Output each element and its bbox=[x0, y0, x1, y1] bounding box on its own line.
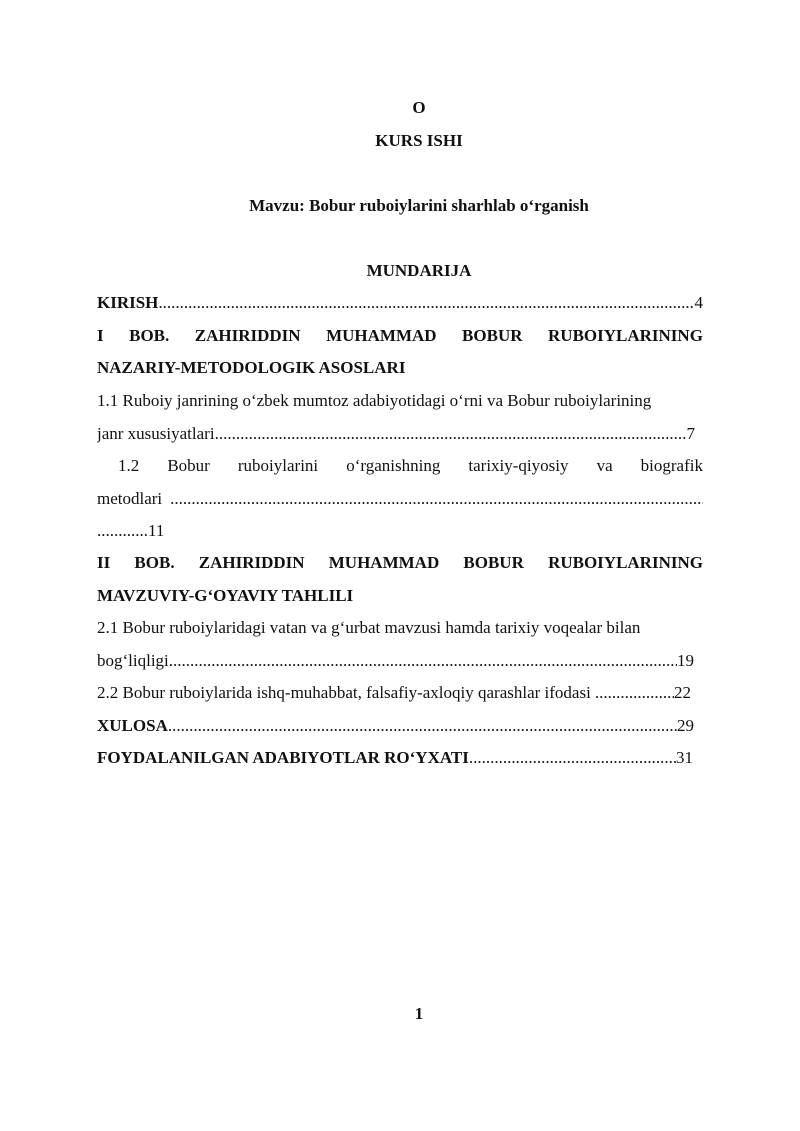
word: MUHAMMAD bbox=[328, 553, 440, 572]
word: ruboiylarini bbox=[237, 456, 319, 475]
title-letter: O bbox=[412, 98, 426, 117]
word: BOBUR bbox=[463, 553, 524, 572]
toc-section-2-1-line-1[interactable]: 2.1 Bobur ruboiylaridagi vatan va g‘urbat mavzusi hamda tarixiy voqealar bilan bbox=[97, 618, 641, 637]
word: va bbox=[596, 456, 613, 475]
toc-section-1-2-line-3[interactable] bbox=[97, 521, 703, 541]
toc-page-number: 29 bbox=[677, 716, 694, 735]
toc-title: MUNDARIJA bbox=[366, 261, 472, 280]
word: II bbox=[97, 553, 111, 572]
toc-entry-label: FOYDALANILGAN ADABIYOTLAR RO‘YXATI bbox=[97, 748, 469, 767]
toc-entry-label: 2.2 Bobur ruboiylarida ishq-muhabbat, falsafiy-axloqiy qarashlar ifodasi bbox=[97, 683, 591, 702]
toc-entry-label: KIRISH bbox=[97, 293, 159, 312]
toc-chapter-2-line-2[interactable]: MAVZUVIY-G‘OYAVIY TAHLILI bbox=[97, 586, 354, 605]
word: tarixiy-qiyosiy bbox=[468, 456, 569, 475]
toc-entry-label: XULOSA bbox=[97, 716, 168, 735]
toc-entry-references[interactable] bbox=[97, 748, 693, 768]
toc-entry-kirish[interactable] bbox=[97, 293, 703, 313]
dot-leader bbox=[469, 748, 676, 768]
toc-entry-label: janr xususiyatlari bbox=[97, 424, 215, 443]
word: BOB. bbox=[134, 553, 175, 572]
word: ZAHIRIDDIN bbox=[194, 326, 301, 345]
toc-entry-label: metodlari bbox=[97, 489, 163, 508]
word: ZAHIRIDDIN bbox=[198, 553, 305, 572]
toc-section-1-2-line-2[interactable] bbox=[97, 489, 703, 509]
toc-chapter-2-line-1[interactable] bbox=[97, 553, 703, 573]
doc-type-title: KURS ISHI bbox=[375, 131, 463, 150]
toc-section-1-1-line-2[interactable] bbox=[97, 424, 695, 444]
toc-entry-label: bog‘liqligi bbox=[97, 651, 169, 670]
toc-page-number: 19 bbox=[677, 651, 694, 670]
dot-leader bbox=[158, 293, 694, 313]
page-number: 1 bbox=[414, 1004, 424, 1023]
word: I bbox=[97, 326, 104, 345]
word: 1.2 bbox=[118, 456, 140, 475]
dot-leader: ............ bbox=[97, 521, 148, 540]
toc-page-number: 4 bbox=[694, 293, 703, 312]
toc-page-number: 22 bbox=[674, 683, 691, 702]
toc-entry-xulosa[interactable] bbox=[97, 716, 694, 736]
word: BOB. bbox=[129, 326, 170, 345]
toc-section-1-1-line-1[interactable]: 1.1 Ruboiy janrining o‘zbek mumtoz adabiyotidagi o‘rni va Bobur ruboiylarining bbox=[97, 391, 652, 410]
word: Bobur bbox=[167, 456, 210, 475]
dot-leader bbox=[215, 424, 687, 444]
word: RUBOIYLARINING bbox=[548, 553, 703, 572]
topic-title: Mavzu: Bobur ruboiylarini sharhlab o‘rganish bbox=[249, 196, 589, 215]
toc-section-1-2-line-1[interactable] bbox=[118, 456, 703, 476]
dot-leader bbox=[169, 651, 677, 671]
toc-page-number: 11 bbox=[148, 521, 165, 540]
word: BOBUR bbox=[462, 326, 523, 345]
word: biografik bbox=[640, 456, 703, 475]
toc-chapter-1-line-1[interactable] bbox=[97, 326, 703, 346]
toc-page-number: 31 bbox=[676, 748, 693, 767]
toc-page-number: 7 bbox=[686, 424, 695, 443]
toc-section-2-1-line-2[interactable] bbox=[97, 651, 694, 671]
dot-leader bbox=[168, 716, 677, 736]
word: o‘rganishning bbox=[346, 456, 441, 475]
word: RUBOIYLARINING bbox=[548, 326, 703, 345]
dot-leader bbox=[595, 683, 674, 703]
dot-leader bbox=[170, 489, 703, 509]
toc-chapter-1-line-2[interactable]: NAZARIY-METODOLOGIK ASOSLARI bbox=[97, 358, 406, 377]
word: MUHAMMAD bbox=[326, 326, 437, 345]
toc-section-2-2[interactable] bbox=[97, 683, 691, 703]
